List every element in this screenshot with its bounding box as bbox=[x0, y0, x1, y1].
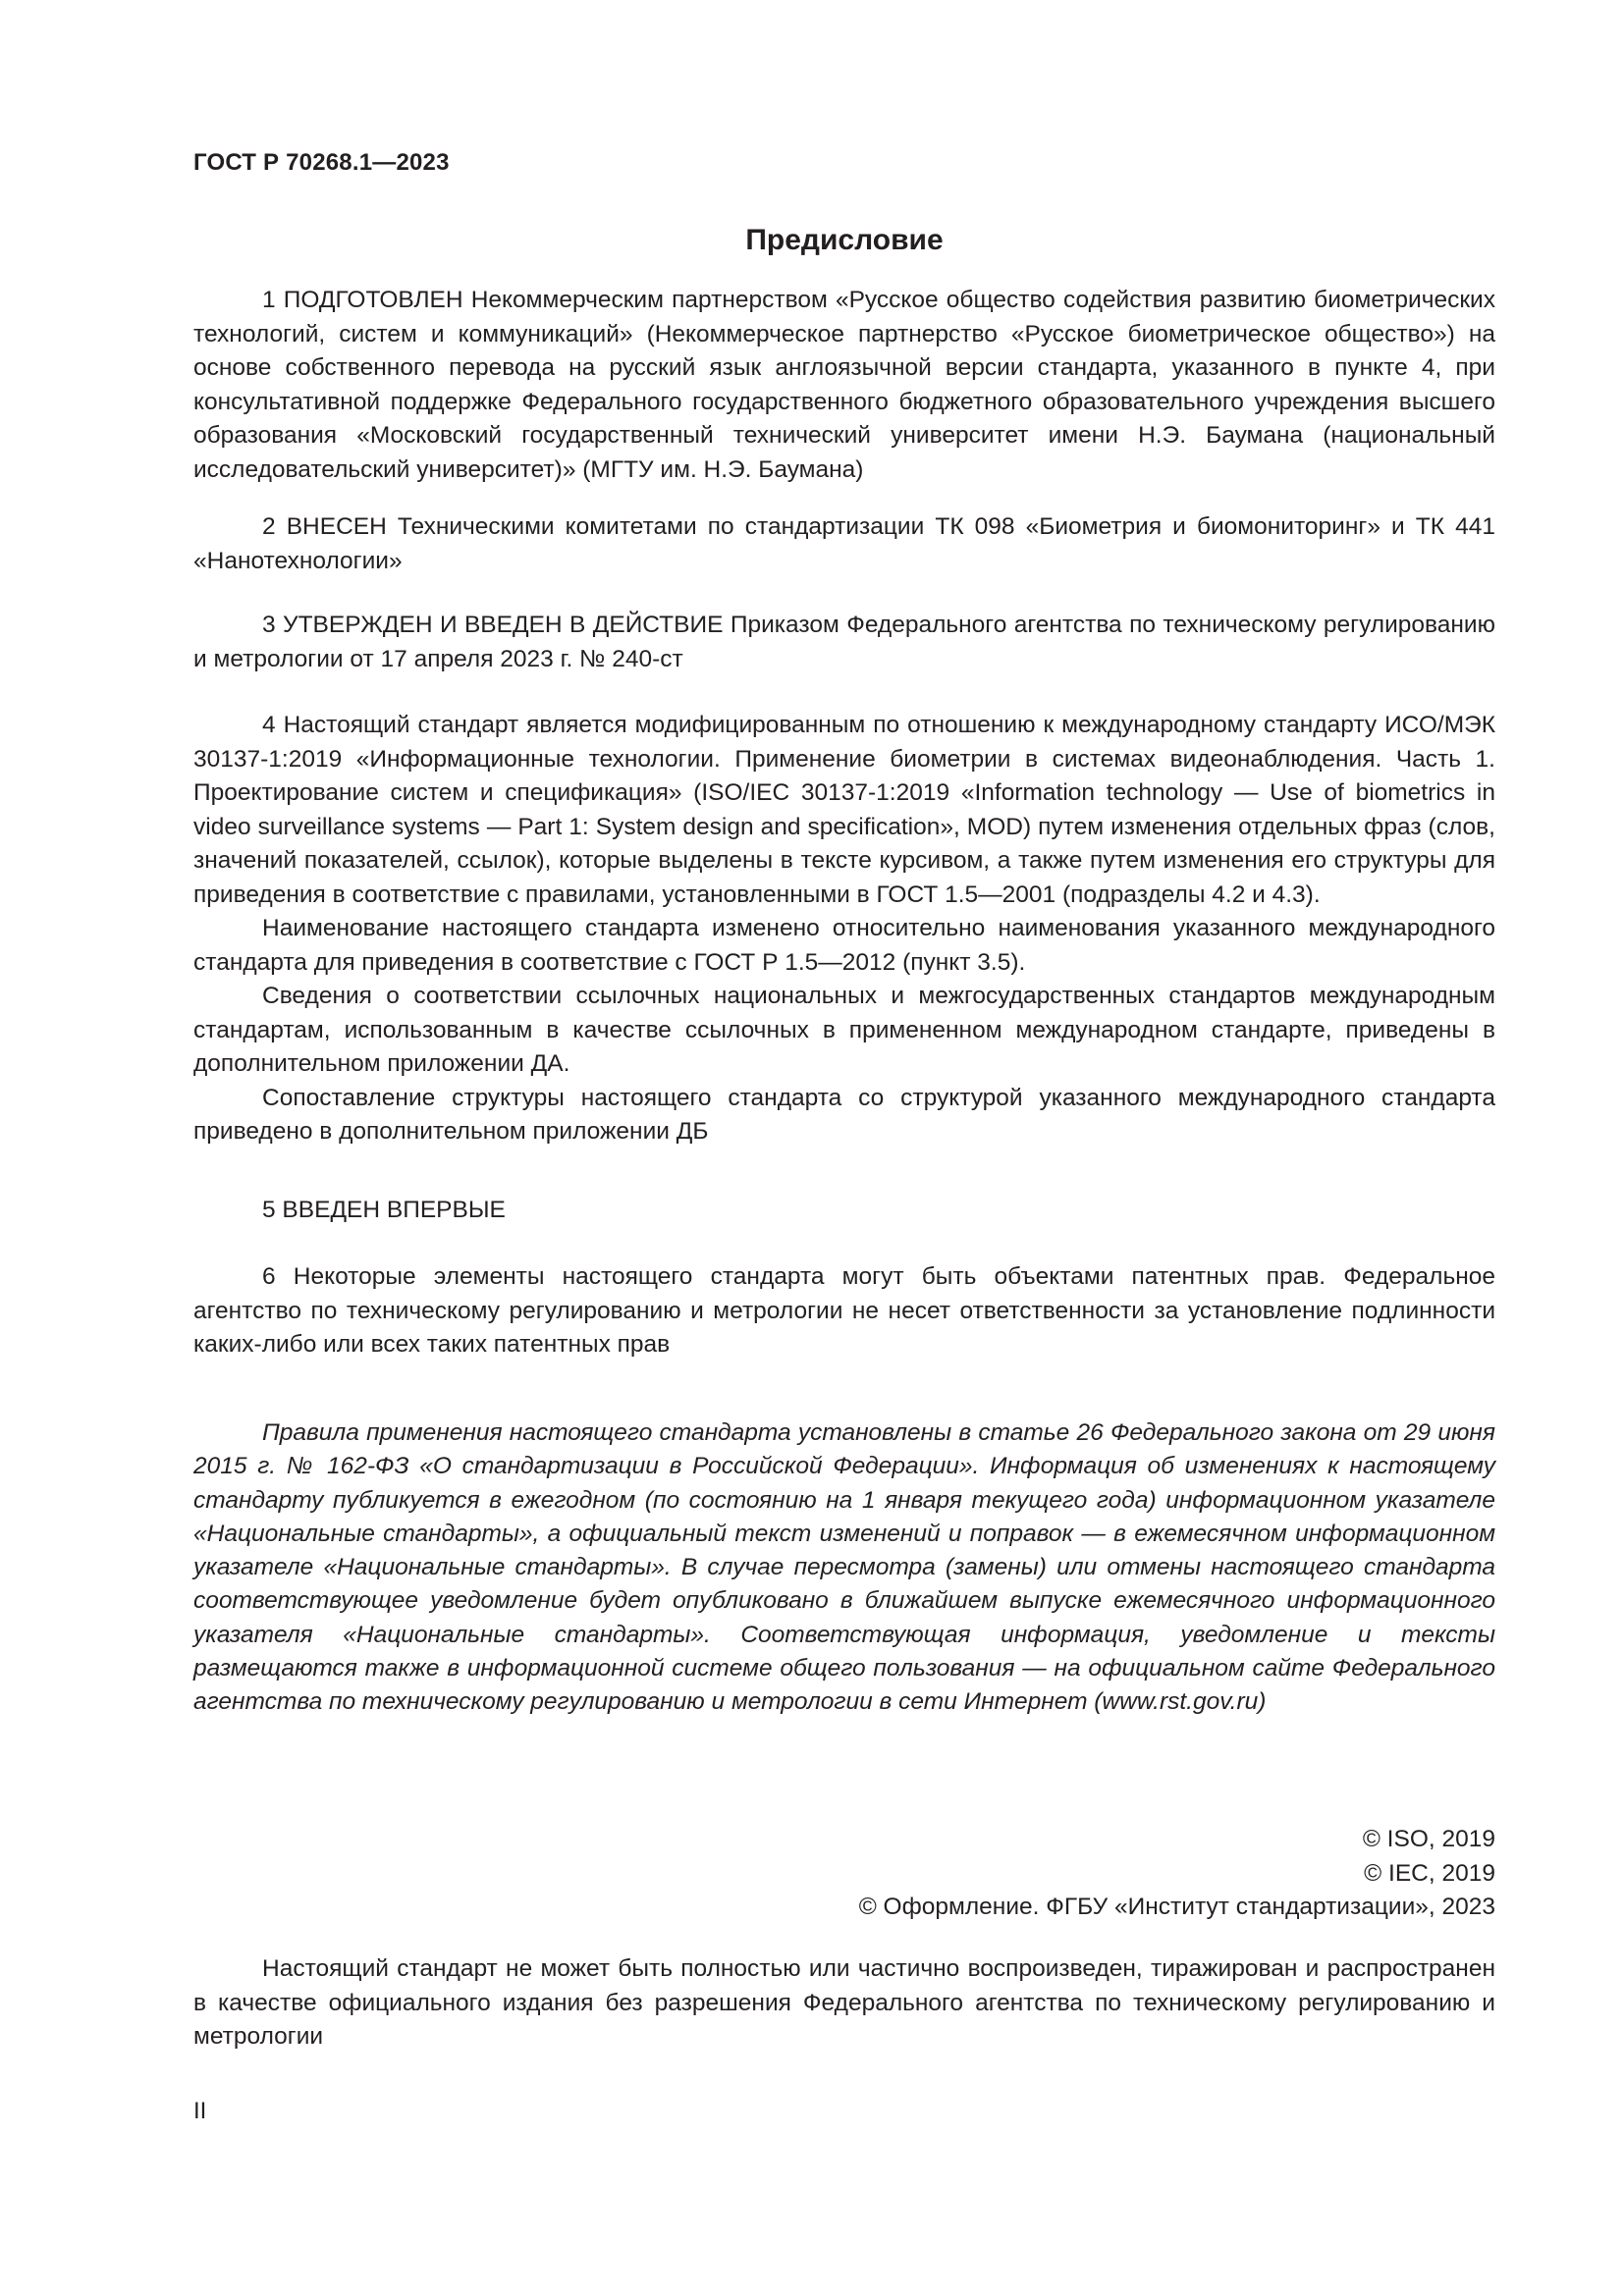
section-6 bbox=[193, 1260, 1495, 1362]
section-5 bbox=[193, 1194, 1495, 1228]
section-4-paragraph-1: 4 Настоящий стандарт является модифицированным по отношению к международному стандарту ИСО/МЭК 30137-1:2019 «Информационные технологии. Применение биометрии в системах видеонаблюдения. Часть 1. Проектирование систем и спецификация» (ISO/IEC 30137-1:2019 «Information technology — Use of biometrics in video surveillance systems — Part 1: System design and specification», MOD) путем изменения отдельных фраз (слов, значений показателей, ссылок), которые выделены в тексте курсивом, а также путем изменения его структуры для приведения в соответствие с правилами, установленными в ГОСТ 1.5—2001 (подразделы 4.2 и 4.3). bbox=[193, 712, 1495, 908]
page-number: II bbox=[193, 2098, 207, 2124]
document-code: ГОСТ Р 70268.1—2023 bbox=[193, 149, 450, 176]
section-2-text: 2 ВНЕСЕН Техническими комитетами по стандартизации ТК 098 «Биометрия и биомониторинг» и ТК 441 «Нанотехнологии» bbox=[193, 513, 1495, 574]
section-3-text: 3 УТВЕРЖДЕН И ВВЕДЕН В ДЕЙСТВИЕ Приказом Федерального агентства по техническому регулированию и метрологии от 17 апреля 2023 г. № 240-ст bbox=[193, 612, 1495, 672]
section-4-paragraph-3: Сведения о соответствии ссылочных национальных и межгосударственных стандартов международным стандартам, использованным в качестве ссылочных в примененном международном стандарте, приведены в дополнительном приложении ДА. bbox=[193, 983, 1495, 1077]
section-4-paragraph-4: Сопоставление структуры настоящего стандарта со структурой указанного международного стандарта приведено в дополнительном приложении ДБ bbox=[193, 1084, 1495, 1145]
copyright-iec: © IEC, 2019 bbox=[1364, 1859, 1495, 1887]
copyright-iso: © ISO, 2019 bbox=[1362, 1826, 1495, 1852]
reproduction-notice-text: Настоящий стандарт не может быть полностью или частично воспроизведен, тиражирован и распространен в качестве официального издания без разрешения Федерального агентства по техническому регулированию и метрологии bbox=[193, 1955, 1495, 2050]
copyright-design: © Оформление. ФГБУ «Институт стандартизации», 2023 bbox=[858, 1894, 1495, 1920]
application-rules-notice bbox=[193, 1416, 1495, 1720]
section-6-text: 6 Некоторые элементы настоящего стандарта могут быть объектами патентных прав. Федеральное агентство по техническому регулированию и метрологии не несет ответственности за установление подлинности каких-либо или всех таких патентных прав bbox=[193, 1263, 1495, 1358]
section-4 bbox=[193, 709, 1495, 1149]
section-2 bbox=[193, 510, 1495, 578]
page-title: Предисловие bbox=[745, 224, 944, 256]
section-4-paragraph-2: Наименование настоящего стандарта изменено относительно наименования указанного международного стандарта для приведения в соответствие с ГОСТ Р 1.5—2012 (пункт 3.5). bbox=[193, 915, 1495, 976]
section-3 bbox=[193, 609, 1495, 676]
section-1-text: 1 ПОДГОТОВЛЕН Некоммерческим партнерством «Русское общество содействия развитию биометрических технологий, систем и коммуникаций» (Некоммерческое партнерство «Русское биометрическое общество») на основе собственного перевода на русский язык англоязычной версии стандарта, указанного в пункте 4, при консультативной поддержке Федерального государственного бюджетного образовательного учреждения высшего образования «Московский государственный технический университет имени Н.Э. Баумана (национальный исследовательский университет)» (МГТУ им. Н.Э. Баумана) bbox=[193, 287, 1495, 483]
section-1 bbox=[193, 284, 1495, 487]
copyright-block bbox=[859, 1823, 1495, 1925]
application-rules-text: Правила применения настоящего стандарта установлены в статье 26 Федерального закона от 29 июня 2015 г. № 162-ФЗ «О стандартизации в Российской Федерации». Информация об изменениях к настоящему стандарту публикуется в ежегодном (по состоянию на 1 января текущего года) информационном указателе «Национальные стандарты», а официальный текст изменений и поправок — в ежемесячном информационном указателе «Национальные стандарты». В случае пересмотра (замены) или отмены настоящего стандарта соответствующее уведомление будет опубликовано в ближайшем выпуске ежемесячного информационного указателя «Национальные стандарты». Соответствующая информация, уведомление и тексты размещаются также в информационной системе общего пользования — на официальном сайте Федерального агентства по техническому регулированию и метрологии в сети Интернет (www.rst.gov.ru) bbox=[193, 1419, 1495, 1716]
section-5-text: 5 ВВЕДЕН ВПЕРВЫЕ bbox=[262, 1197, 506, 1223]
reproduction-notice bbox=[193, 1952, 1495, 2055]
